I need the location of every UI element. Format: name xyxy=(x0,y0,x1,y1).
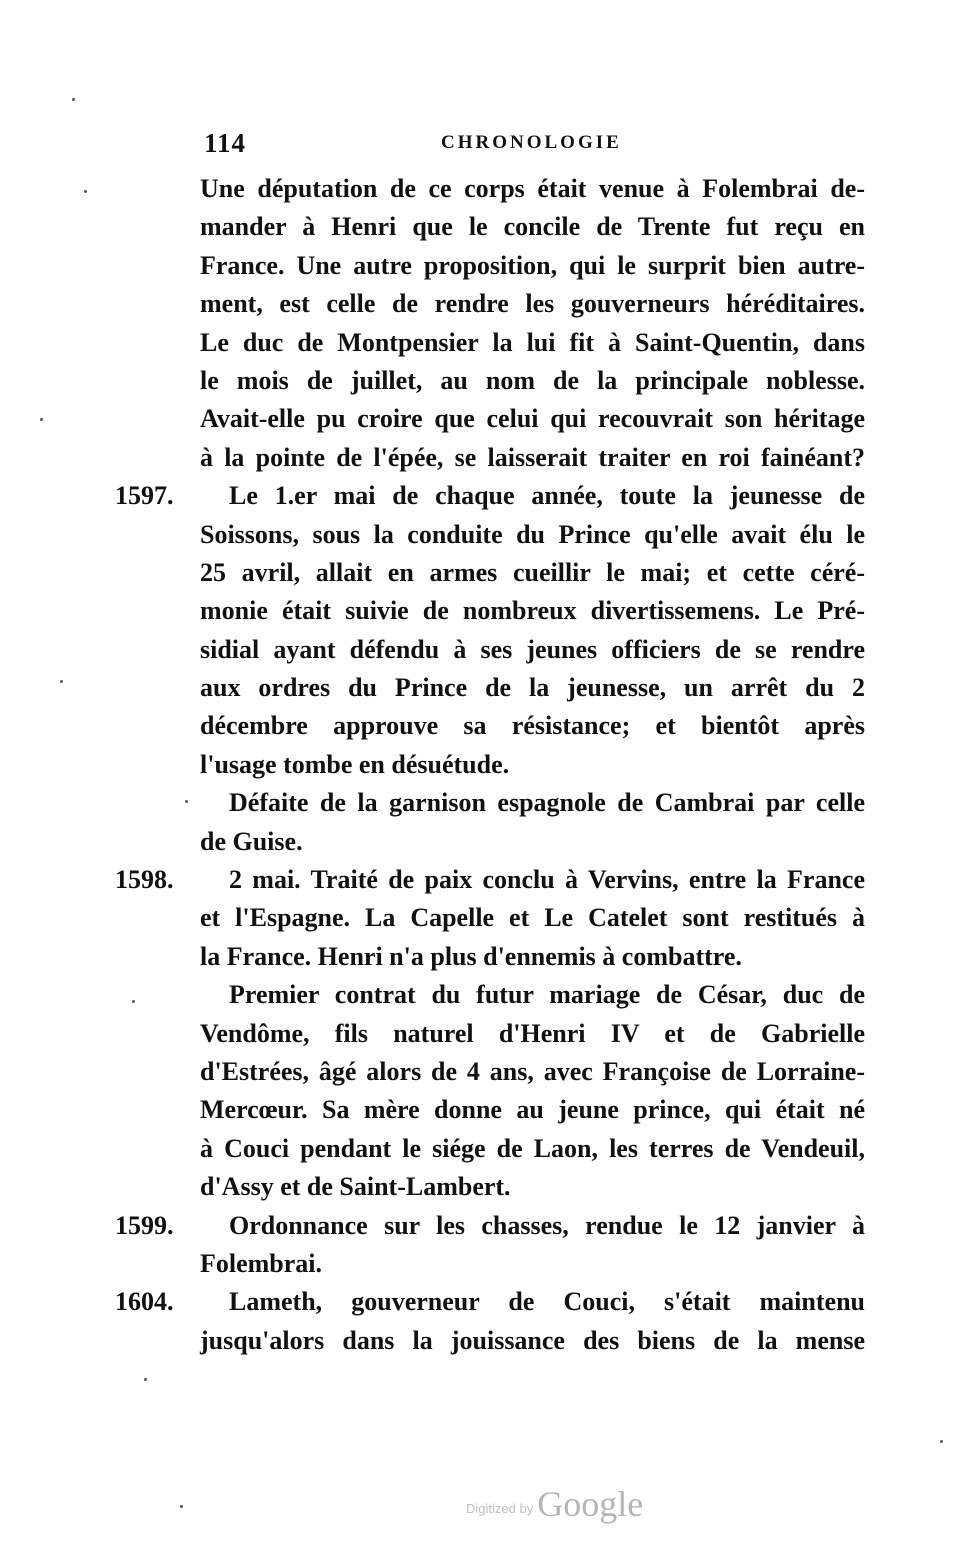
paper-speck xyxy=(940,1440,943,1443)
watermark-brand: Google xyxy=(537,1484,644,1524)
text-line xyxy=(0,1207,965,1245)
line-text: Mercœur. Sa mère donne au jeune prince, qui était né xyxy=(200,1095,865,1125)
line-text: 25 avril, allait en armes cueillir le mai; et cette céré- xyxy=(200,557,865,587)
text-line xyxy=(0,477,965,515)
text-line xyxy=(0,976,965,1014)
page-number: 114 xyxy=(204,128,247,158)
margin-year: 1599. xyxy=(115,1210,174,1240)
line-text: Une députation de ce corps était venue à Folembrai de- xyxy=(200,174,865,203)
text-line xyxy=(0,247,965,285)
line-text: Ordonnance sur les chasses, rendue le 12 janvier à xyxy=(229,1210,865,1240)
running-title: CHRONOLOGIE xyxy=(441,132,622,153)
text-line xyxy=(0,554,965,592)
line-text: le mois de juillet, au nom de la principale noblesse. xyxy=(200,365,865,395)
line-text: 2 mai. Traité de paix conclu à Vervins, entre la France xyxy=(229,865,865,895)
text-line xyxy=(0,1322,965,1360)
text-line xyxy=(0,1091,965,1129)
text-line xyxy=(0,324,965,362)
paper-speck xyxy=(185,800,188,803)
text-line xyxy=(0,707,965,745)
text-line xyxy=(0,592,965,630)
text-line xyxy=(0,861,965,899)
paper-speck xyxy=(60,680,63,683)
line-text: ment, est celle de rendre les gouverneurs héréditaires. xyxy=(200,289,865,319)
text-line xyxy=(0,170,965,208)
text-line xyxy=(0,1130,965,1168)
text-line xyxy=(0,400,965,438)
paper-speck xyxy=(84,190,87,193)
running-head xyxy=(200,128,865,158)
line-text: Le 1.er mai de chaque année, toute la jeunesse de xyxy=(229,481,865,511)
text-line xyxy=(0,1168,965,1206)
text-line xyxy=(0,439,965,477)
line-text: et l'Espagne. La Capelle et Le Catelet sont restitués à xyxy=(200,903,865,933)
line-text: Avait-elle pu croire que celui qui recouvrait son héritage xyxy=(200,404,865,434)
digitization-watermark xyxy=(466,1483,643,1525)
line-text: Défaite de la garnison espagnole de Cambrai par celle xyxy=(229,788,865,818)
text-line xyxy=(0,285,965,323)
line-text: Soissons, sous la conduite du Prince qu'elle avait élu le xyxy=(200,519,865,549)
text-line xyxy=(0,208,965,246)
watermark-prefix: Digitized by xyxy=(466,1501,534,1516)
paper-speck xyxy=(180,1505,183,1508)
line-text: aux ordres du Prince de la jeunesse, un arrêt du 2 xyxy=(200,673,865,703)
paper-speck xyxy=(40,418,43,421)
text-line xyxy=(0,631,965,669)
paper-speck xyxy=(132,1000,135,1003)
line-text: sidial ayant défendu à ses jeunes officiers de se rendre xyxy=(200,634,865,664)
line-text: de Guise. xyxy=(200,826,303,856)
line-text: à Couci pendant le siége de Laon, les terres de Vendeuil, xyxy=(200,1133,865,1163)
line-text: Le duc de Montpensier la lui fit à Saint-Quentin, dans xyxy=(200,327,865,357)
margin-year: 1604. xyxy=(115,1287,174,1317)
text-line xyxy=(0,362,965,400)
paper-speck xyxy=(72,98,75,101)
text-line xyxy=(0,746,965,784)
text-line xyxy=(0,669,965,707)
text-line xyxy=(0,516,965,554)
line-text: mander à Henri que le concile de Trente fut reçu en xyxy=(200,212,865,242)
paper-speck xyxy=(144,1378,147,1381)
line-text: la France. Henri n'a plus d'ennemis à combattre. xyxy=(200,941,742,971)
margin-year: 1598. xyxy=(115,865,174,895)
text-line xyxy=(0,823,965,861)
line-text: décembre approuve sa résistance; et bientôt après xyxy=(200,711,865,741)
line-text: jusqu'alors dans la jouissance des biens de la mense xyxy=(200,1325,865,1355)
line-text: Lameth, gouverneur de Couci, s'était maintenu xyxy=(229,1287,865,1317)
line-text: Premier contrat du futur mariage de César, duc de xyxy=(229,980,865,1010)
text-line xyxy=(0,1015,965,1053)
text-line xyxy=(0,938,965,976)
line-text: France. Une autre proposition, qui le surprit bien autre- xyxy=(200,250,865,280)
line-text: d'Estrées, âgé alors de 4 ans, avec Françoise de Lorraine- xyxy=(200,1056,865,1086)
line-text: Folembrai. xyxy=(200,1248,323,1278)
margin-year: 1597. xyxy=(115,481,174,511)
line-text: Vendôme, fils naturel d'Henri IV et de Gabrielle xyxy=(200,1018,865,1048)
text-line xyxy=(0,1053,965,1091)
text-line xyxy=(0,1283,965,1321)
line-text: à la pointe de l'épée, se laisserait traiter en roi fainéant? xyxy=(200,442,865,472)
body-text xyxy=(0,170,965,1360)
line-text: d'Assy et de Saint-Lambert. xyxy=(200,1172,511,1202)
text-line xyxy=(0,1245,965,1283)
text-line xyxy=(0,899,965,937)
line-text: l'usage tombe en désuétude. xyxy=(200,749,510,779)
line-text: monie était suivie de nombreux divertissemens. Le Pré- xyxy=(200,596,865,626)
text-line xyxy=(0,784,965,822)
